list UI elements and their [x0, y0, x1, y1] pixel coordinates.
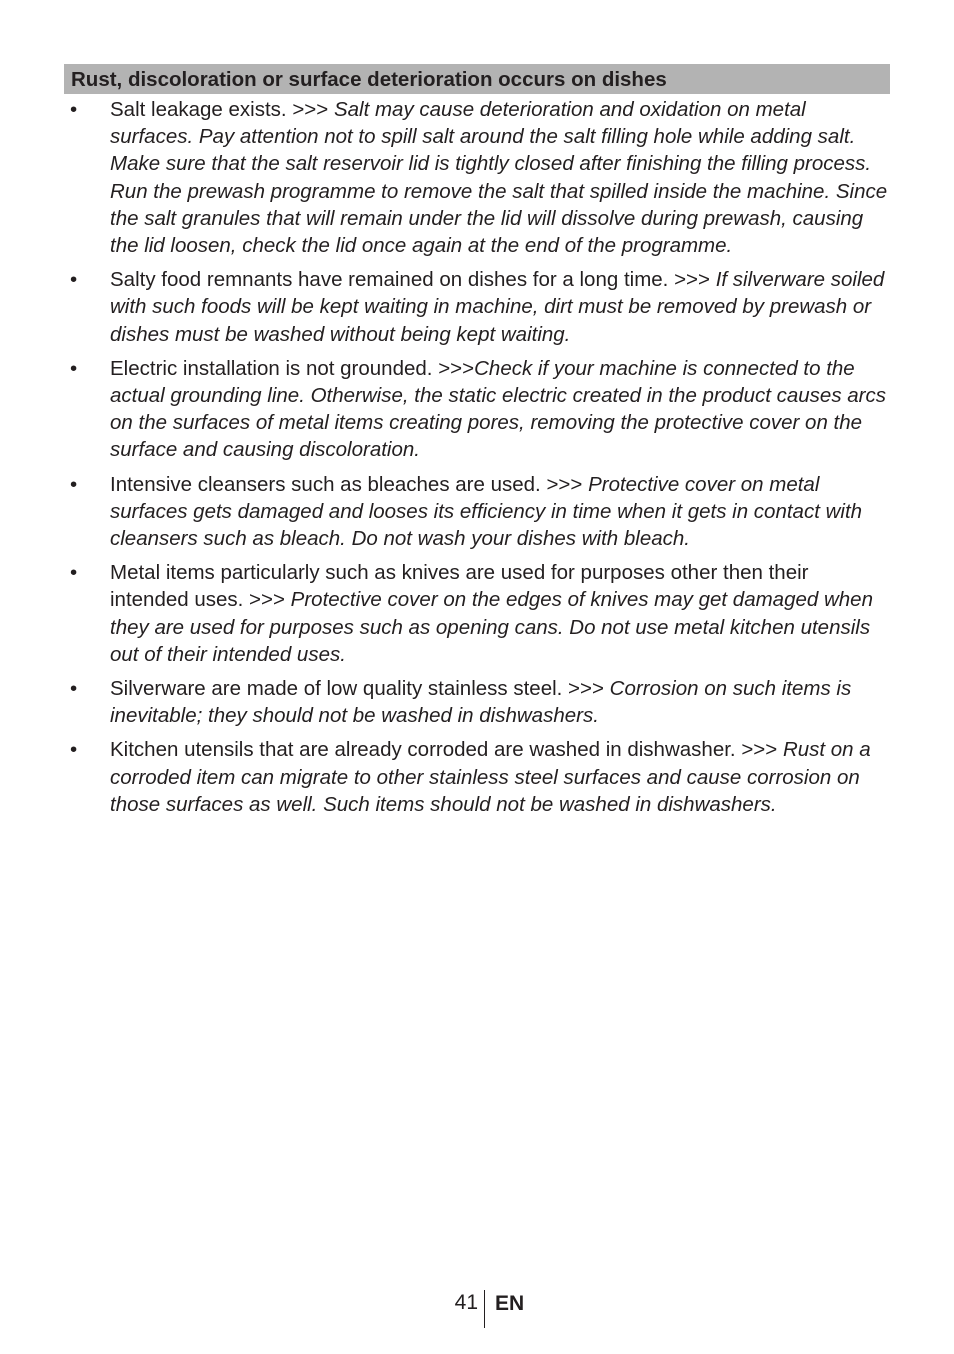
bullet-icon: •	[70, 472, 78, 496]
arrow-marker: >>>	[674, 268, 716, 292]
arrow-marker: >>>	[546, 472, 589, 496]
list-item	[64, 266, 890, 348]
arrow-marker: >>>	[249, 588, 291, 612]
remedy-text: Corrosion on such items is inevitable; they should not be washed in dishwashers.	[110, 677, 852, 728]
cause-text: Kitchen utensils that are already corroded are washed in dishwasher.	[110, 738, 742, 762]
bullet-icon: •	[70, 268, 78, 292]
bullet-icon: •	[70, 98, 78, 121]
list-item	[64, 471, 890, 553]
arrow-marker: >>>	[438, 356, 475, 380]
page-number: 41	[454, 1291, 478, 1314]
remedy-text: Protective cover on the edges of knives may get damaged when they are used for purposes such as opening cans. Do not use metal kitchen utensils out of their intended uses.	[110, 588, 873, 666]
arrow-marker: >>>	[741, 738, 783, 762]
list-item	[64, 675, 890, 729]
footer-divider	[484, 1290, 485, 1328]
cause-text: Salt leakage exists.	[110, 98, 293, 121]
remedy-text: If silverware soiled with such foods will be kept waiting in machine, dirt must be removed by prewash or dishes must be washed without being kept waiting.	[110, 268, 885, 346]
cause-text: Salty food remnants have remained on dishes for a long time.	[110, 268, 675, 292]
list-item	[64, 96, 890, 259]
remedy-text: Check if your machine is connected to the actual grounding line. Otherwise, the static electric created in the product causes arcs on the surfaces of metal items creating pores, removing the protective cover on the surface and causing discoloration.	[110, 356, 886, 462]
list-item	[64, 736, 890, 818]
cause-text: Metal items particularly such as knives are used for purposes other then their intended uses.	[110, 561, 809, 612]
cause-text: Silverware are made of low quality stainless steel.	[110, 677, 569, 701]
page-footer	[0, 1286, 954, 1330]
bullet-icon: •	[70, 738, 78, 762]
remedy-text: Rust on a corroded item can migrate to other stainless steel surfaces and cause corrosion on those surfaces as well. Such items should not be washed in dishwashers.	[110, 738, 871, 816]
arrow-marker: >>>	[568, 677, 610, 701]
section-heading: Rust, discoloration or surface deterioration occurs on dishes	[64, 64, 890, 94]
bullet-icon: •	[70, 561, 78, 585]
language-code: EN	[495, 1292, 525, 1315]
cause-text: Intensive cleansers such as bleaches are used.	[110, 472, 547, 496]
list-item	[64, 559, 890, 668]
list-item	[64, 355, 890, 464]
troubleshooting-list	[64, 96, 890, 825]
cause-text: Electric installation is not grounded.	[110, 356, 439, 380]
remedy-text: Protective cover on metal surfaces gets damaged and looses its efficiency in time when it gets in contact with cleansers such as bleach. Do not wash your dishes with bleach.	[110, 472, 863, 551]
bullet-icon: •	[70, 677, 78, 701]
bullet-icon: •	[70, 356, 78, 380]
remedy-text: Salt may cause deterioration and oxidation on metal surfaces. Pay attention not to spill salt around the salt filling hole while adding salt. Make sure that the salt reservoir lid is tightly closed after finishing the filling process. Run the prewash programme to remove the salt that spilled inside the machine. Since the salt granules that will remain under the lid will dissolve during prewash, causing the lid loosen, check the lid once again at the end of the programme.	[110, 98, 888, 258]
arrow-marker: >>>	[292, 98, 334, 121]
